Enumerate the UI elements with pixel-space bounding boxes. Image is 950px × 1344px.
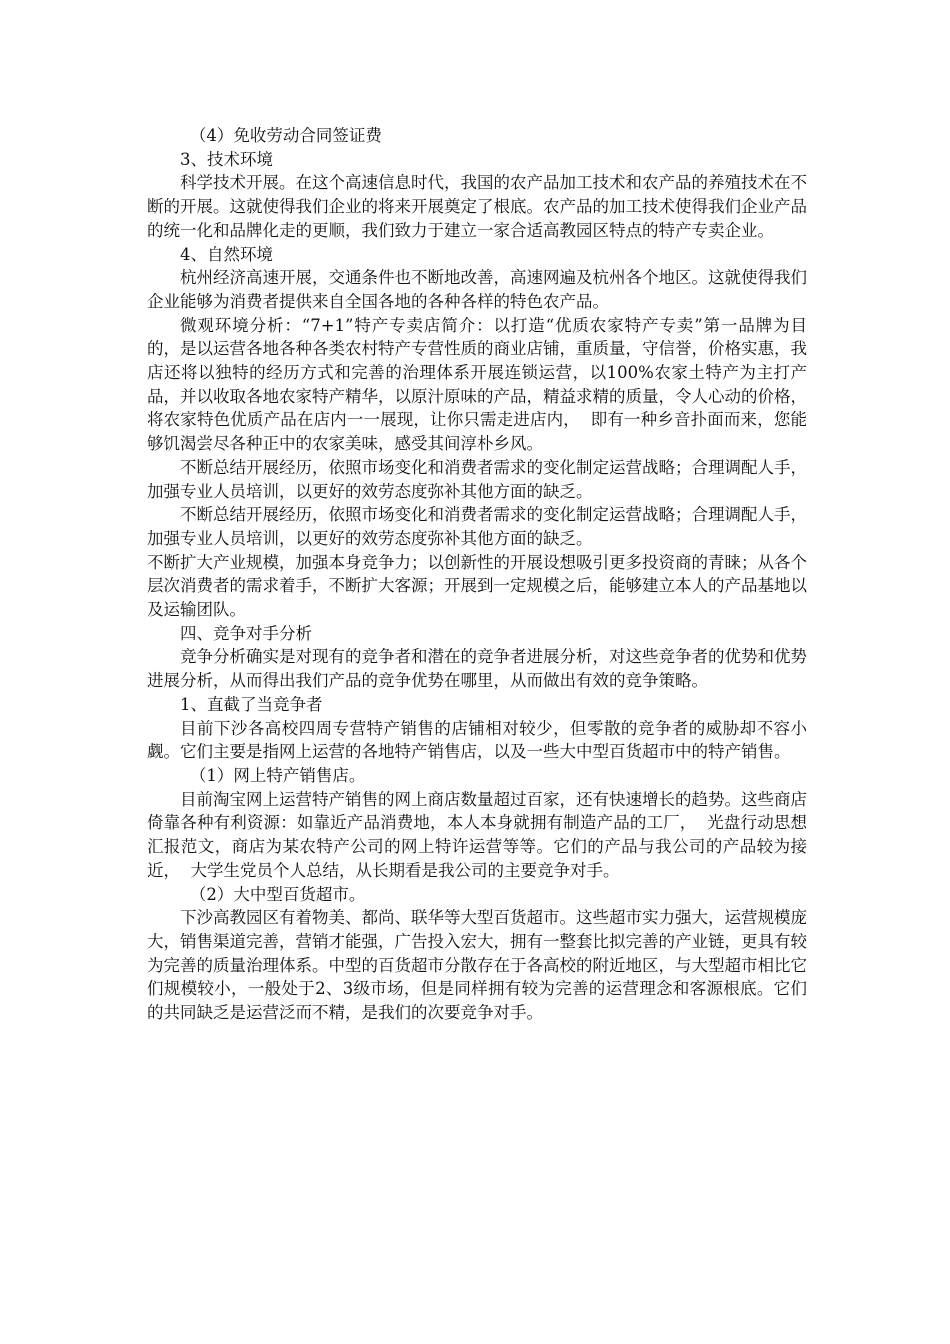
section-heading-technology-environment: 3、技术环境 (180, 149, 273, 169)
section-heading-natural-environment: 4、自然环境 (180, 244, 273, 264)
document-body (147, 124, 807, 1025)
paragraph-strategy-1: 不断总结开展经历，依照市场变化和消费者需求的变化制定运营战略；合理调配人手，加强专业人员培训，以更好的效劳态度弥补其他方面的缺乏。 (147, 457, 807, 501)
section-heading-direct-competitors: 1、直截了当竞争者 (180, 694, 323, 714)
subheading-online-stores: （1）网上特产销售店。 (189, 765, 366, 785)
list-item-labor-contract-fee: （4）免收劳动合同签证费 (189, 126, 382, 145)
paragraph-natural-environment: 杭州经济高速开展，交通条件也不断地改善，高速网遍及杭州各个地区。这就使得我们企业能够为消费者提供来自全国各地的各种各样的特色农产品。 (147, 268, 807, 311)
paragraph-micro-environment: 微观环境分析：“7+1”特产专卖店简介：以打造“优质农家特产专卖”第一品牌为目的，是以运营各地各种各类农村特产专营性质的商业店铺，重质量，守信誉，价格实惠，我店还将以独特的经历方式和完善的治理体系开展连锁运营，以100%农家土特产为主打产品，并以收取各地农家特产精华，以原汁原味的产品，精益求精的质量，令人心动的价格，将农家特色优质产品在店内一一展现，让你只需走进店内， 即有一种乡音扑面而来，您能够饥渴尝尽各种正中的农家美味，感受其间淳朴乡风。 (147, 315, 807, 454)
paragraph-online-stores: 目前淘宝网上运营特产销售的网上商店数量超过百家，还有快速增长的趋势。这些商店倚靠各种有利资源：如靠近产品消费地，本人本身就拥有制造产品的工厂， 光盘行动思想汇报范文，商店为某农特产公司的网上特许运营等等。它们的产品与我公司的产品较为接近， 大学生党员个人总结，从长期看是我公司的主要竞争对手。 (147, 789, 807, 880)
paragraph-competitor-analysis: 竞争分析确实是对现有的竞争者和潜在的竞争者进展分析，对这些竞争者的优势和优势进展分析，从而得出我们产品的竞争优势在哪里，从而做出有效的竞争策略。 (147, 647, 807, 691)
paragraph-technology: 科学技术开展。在这个高速信息时代，我国的农产品加工技术和农产品的养殖技术在不断的开展。这就使得我们企业的将来开展奠定了根底。农产品的加工技术使得我们企业产品的统一化和品牌化走的更顺，我们致力于建立一家合适高教园区特点的特产专卖企业。 (147, 173, 807, 240)
paragraph-supermarkets: 下沙高教园区有着物美、都尚、联华等大型百货超市。这些超市实力强大，运营规模庞大，销售渠道完善，营销才能强，广告投入宏大，拥有一整套比拟完善的产业链，更具有较为完善的质量治理体系。中型的百货超市分散存在于各高校的附近地区，与大型超市相比它们规模较小，一般处于2、3级市场，但是同样拥有较为完善的运营理念和客源根底。它们的共同缺乏是运营泛而不精，是我们的次要竞争对手。 (147, 908, 807, 1023)
paragraph-strategy-2: 不断总结开展经历，依照市场变化和消费者需求的变化制定运营战略；合理调配人手，加强专业人员培训，以更好的效劳态度弥补其他方面的缺乏。 (147, 505, 807, 548)
paragraph-direct-competitors: 目前下沙各高校四周专营特产销售的店铺相对较少，但零散的竞争者的威胁却不容小觑。它们主要是指网上运营的各地特产销售店，以及一些大中型百货超市中的特产销售。 (147, 718, 807, 762)
subheading-supermarkets: （2）大中型百货超市。 (189, 884, 366, 904)
paragraph-expansion: 不断扩大产业规模，加强本身竞争力；以创新性的开展设想吸引更多投资商的青睐；从各个层次消费者的需求着手，不断扩大客源；开展到一定规模之后，能够建立本人的产品基地以及运输团队。 (147, 552, 807, 620)
section-heading-competitor-analysis: 四、竞争对手分析 (180, 623, 312, 643)
